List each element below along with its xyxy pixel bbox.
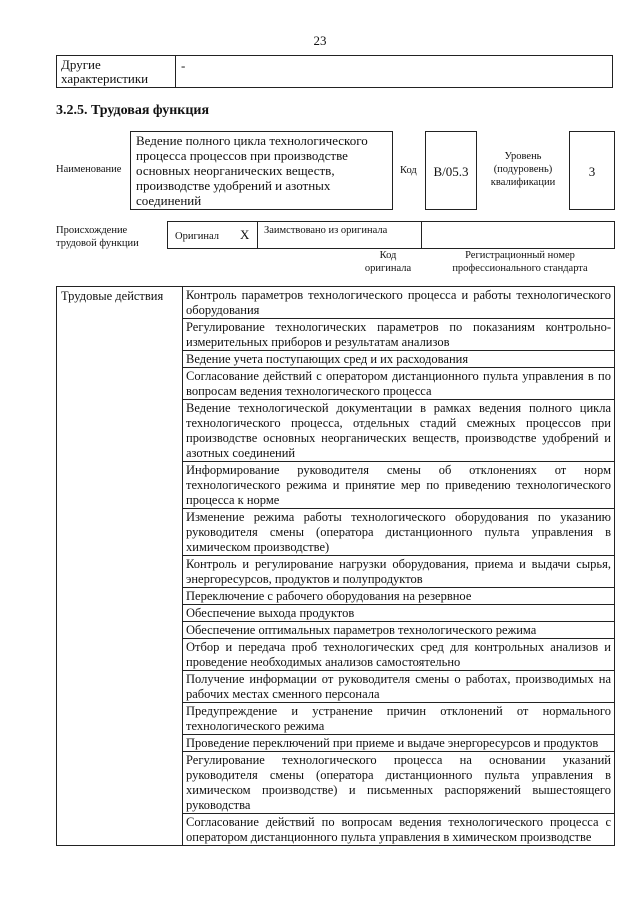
other-characteristics-label: Другие характеристики [57,56,176,87]
labor-actions-header: Трудовые действия [57,287,183,846]
labor-action-item: Контроль параметров технологического процесса и работы технологического оборудования [183,287,615,319]
labor-action-item: Контроль и регулирование нагрузки оборудования, приема и выдачи сырья, энергоресурсов, продуктов и полупродуктов [183,556,615,588]
labor-action-item: Ведение технологической документации в рамках ведения полного цикла технологического процесса, отдельных стадий смежных процессов при производстве основных неорганических веществ, производстве удобрений и азотных соединений [183,400,615,462]
labor-action-item: Регулирование технологического процесса на основании указаний руководителя смены (оператора дистанционного пульта управления в химическом производстве) и письменных распоряжений вышестоящего руководства [183,752,615,814]
labor-action-item: Согласование действий с оператором дистанционного пульта управления в по вопросам ведения технологического процесса [183,368,615,400]
page-number: 23 [313,33,327,48]
labor-action-item: Информирование руководителя смены об отклонениях от норм технологического режима и принятие мер по приведению технологического процесса к норме [183,462,615,509]
original-code-caption: Код оригинала [364,250,412,274]
original-label: Оригинал [175,231,219,242]
qualification-level-box: 3 [569,131,615,210]
labor-actions-table [56,286,615,846]
original-mark: X [240,227,250,242]
labor-action-item: Проведение переключений при приеме и выдаче энергоресурсов и продуктов [183,735,615,752]
labor-action-item: Переключение с рабочего оборудования на резервное [183,588,615,605]
labor-action-item: Предупреждение и устранение причин отклонений от нормального технологического режима [183,703,615,735]
borrowed-cell: Заимствовано из оригинала [257,221,422,249]
name-label: Наименование [56,164,122,175]
function-code-box: В/05.3 [425,131,477,210]
labor-action-item: Обеспечение выхода продуктов [183,605,615,622]
function-name-box: Ведение полного цикла технологического процесса процессов при производстве основных неорганических веществ, производстве удобрений и азотных соединений [130,131,393,210]
qualification-level-label: Уровень (подуровень) квалификации [490,151,556,188]
labor-action-item: Получение информации от руководителя смены о работах, производимых на рабочих местах сменного персонала [183,671,615,703]
labor-action-item: Отбор и передача проб технологических сред для контрольных анализов и проведение необходимых анализов самостоятельно [183,639,615,671]
origin-empty-cell [421,221,615,249]
labor-action-item: Согласование действий по вопросам ведения технологического процесса с оператором дистанционного пульта управления в химическом производстве [183,814,615,846]
section-title: 3.2.5. Трудовая функция [56,103,210,118]
other-characteristics-table [56,55,613,88]
code-label: Код [400,165,417,176]
table-row [57,287,615,319]
registration-number-caption: Регистрационный номер профессионального стандарта [452,250,588,274]
labor-action-item: Изменение режима работы технологического оборудования по указанию руководителя смены (оператора дистанционного пульта управления в химическом производстве) [183,509,615,556]
labor-action-item: Обеспечение оптимальных параметров технологического режима [183,622,615,639]
other-characteristics-value: - [181,58,186,73]
labor-action-item: Ведение учета поступающих сред и их расходования [183,351,615,368]
origin-label: Происхождение трудовой функции [56,225,139,249]
labor-action-item: Регулирование технологических параметров по показаниям контрольно-измерительных приборов и результатам анализов [183,319,615,351]
